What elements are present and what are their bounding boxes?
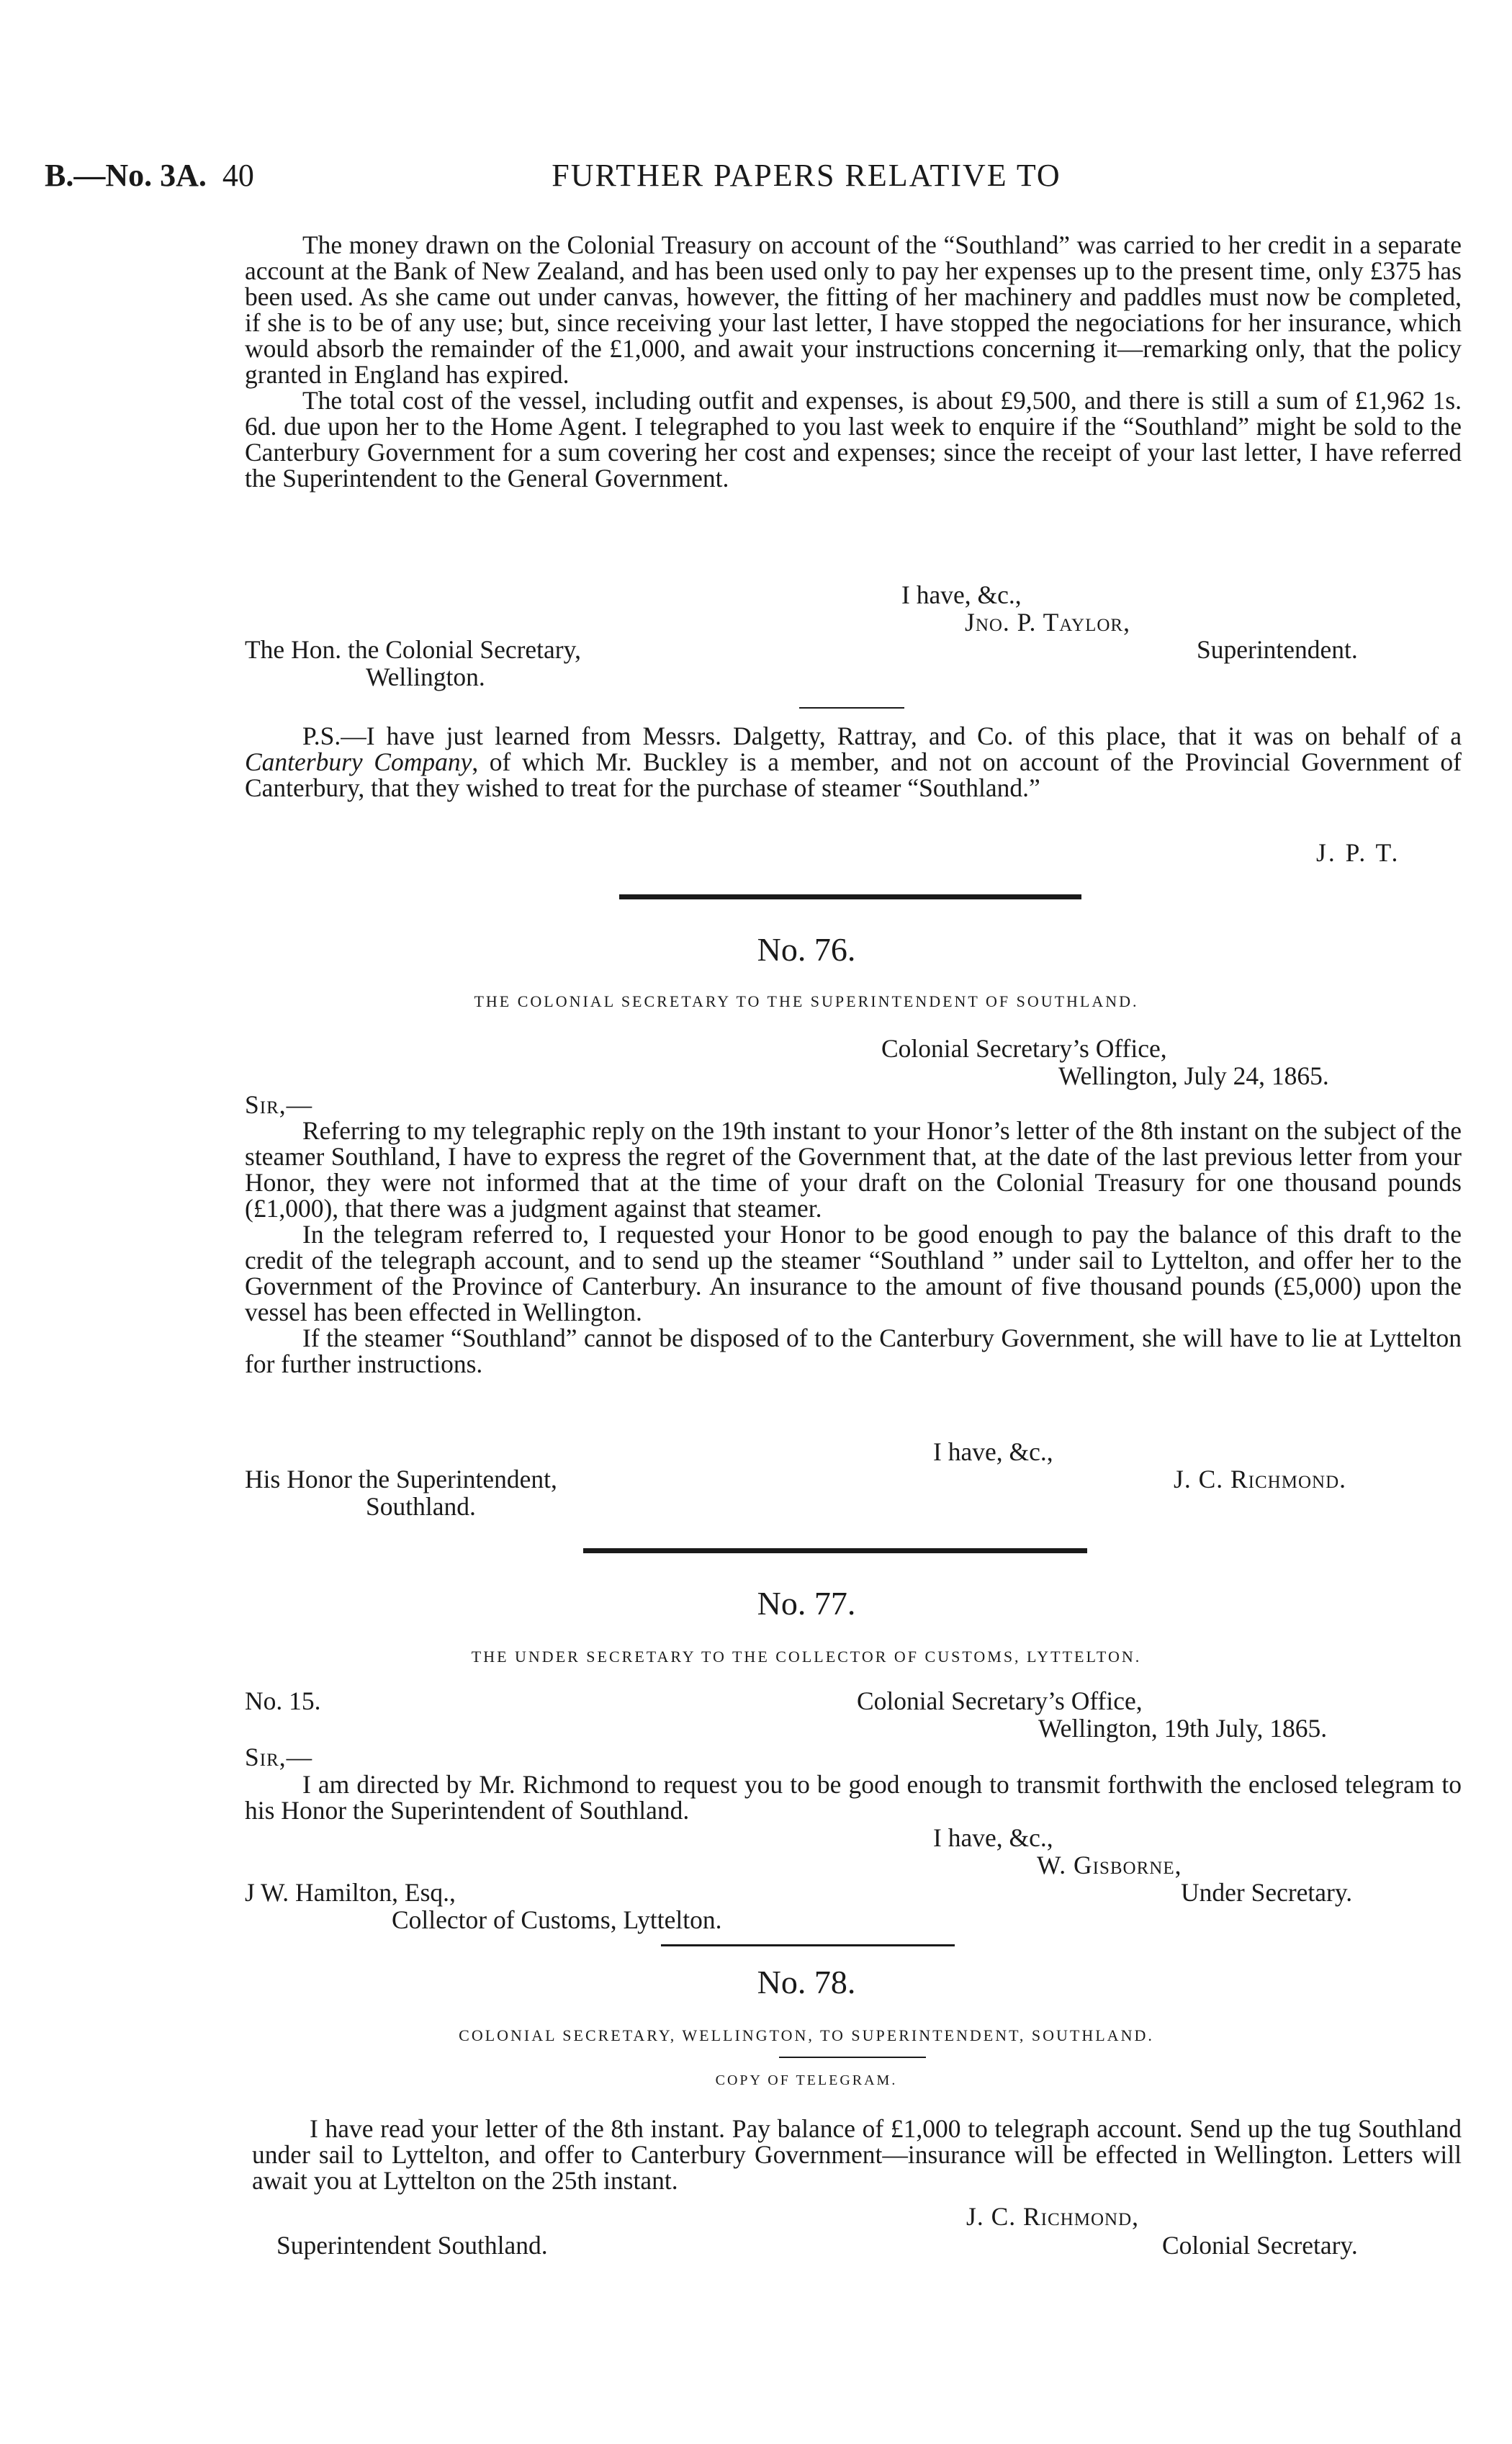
closing: I have, &c.,	[933, 1437, 1053, 1466]
signature-title: Superintendent.	[1197, 635, 1358, 664]
closing: I have, &c.,	[901, 580, 1022, 609]
section-divider	[583, 1548, 1087, 1553]
place-date: Wellington, July 24, 1865.	[1058, 1061, 1329, 1090]
running-title: FURTHER PAPERS RELATIVE TO	[552, 158, 1061, 193]
section-caption: COLONIAL SECRETARY, WELLINGTON, TO SUPERINTENDENT, SOUTHLAND.	[459, 2026, 1154, 2044]
signature: W. Gisborne,	[1037, 1851, 1182, 1879]
addressee: J W. Hamilton, Esq.,	[245, 1878, 456, 1907]
sub-caption: COPY OF TELEGRAM.	[715, 2072, 898, 2088]
signature: J. C. Richmond,	[966, 2202, 1139, 2231]
reference-number: No. 15.	[245, 1686, 321, 1715]
paragraph: Referring to my telegraphic reply on the 19th instant to your Honor’s letter of the 8th instant on the subject of the steamer Southland, I have to express the regret of the Government that, at the date of the last previous letter from your Honor, they were not informed that at the time of your draft on the Colonial Treasury for one thousand pounds (£1,000), that there was a judgment against that steamer.	[245, 1116, 1462, 1223]
postscript-emphasis: Canterbury Company	[245, 747, 472, 776]
addressee-place: Southland.	[366, 1492, 476, 1521]
section-caption: THE UNDER SECRETARY TO THE COLLECTOR OF CUSTOMS, LYTTELTON.	[471, 1648, 1142, 1666]
signature: J. C. Richmond.	[1174, 1465, 1346, 1493]
divider	[799, 707, 904, 709]
letter-continuation	[245, 232, 1462, 491]
postscript-text: , of which Mr. Buckley is a member, and not on account of the Provincial Government of Canterbury, that they wished to treat for the purchase of steamer “Southland.”	[245, 747, 1462, 802]
addressee: The Hon. the Colonial Secretary,	[245, 635, 581, 664]
section-divider	[661, 1944, 955, 1946]
paragraph: The money drawn on the Colonial Treasury on account of the “Southland” was carried to her credit in a separate account at the Bank of New Zealand, and has been used only to pay her expenses up to the present time, only £375 has been used. As she came out under canvas, however, the fitting of her machinery and paddles must now be completed, if she is to be of any use; but, since receiving your last letter, I have stopped the negociations for her insurance, which would absorb the remainder of the £1,000, and await your instructions concerning it—remarking only, that the policy granted in England has expired.	[245, 230, 1462, 389]
office: Colonial Secretary’s Office,	[857, 1686, 1143, 1715]
salutation: Sir,—	[245, 1090, 313, 1119]
letter-body	[245, 1771, 1462, 1823]
section-divider	[619, 894, 1081, 899]
addressee: His Honor the Superintendent,	[245, 1465, 557, 1493]
paragraph: I have read your letter of the 8th instant. Pay balance of £1,000 to telegraph account. Send up the tug Southland under sail to Lyttelton, and offer to Canterbury Government—insurance will be effected in Wellington. Letters will await you at Lyttelton on the 25th instant.	[252, 2114, 1462, 2195]
signature-title: Under Secretary.	[1181, 1878, 1353, 1907]
document-ref-label: B.—No. 3A.	[45, 158, 207, 193]
paragraph: In the telegram referred to, I requested your Honor to be good enough to pay the balance of this draft to the credit of the telegraph account, and to send up the steamer “Southland ” under sail to Lyttelton, and offer her to the Government of the Province of Canterbury. An insurance to the amount of five thousand pounds (£5,000) upon the vessel has been effected in Wellington.	[245, 1220, 1462, 1326]
closing: I have, &c.,	[933, 1823, 1053, 1852]
addressee-place: Collector of Customs, Lyttelton.	[392, 1905, 722, 1934]
addressee-place: Wellington.	[366, 662, 485, 691]
salutation: Sir,—	[245, 1743, 313, 1771]
signature-title: Colonial Secretary.	[1162, 2231, 1358, 2260]
section-number: No. 76.	[757, 931, 856, 968]
section-number: No. 77.	[757, 1585, 856, 1622]
telegram-body	[252, 2116, 1462, 2193]
postscript-initials: J. P. T.	[1316, 838, 1400, 867]
postscript	[245, 723, 1462, 801]
place-date: Wellington, 19th July, 1865.	[1038, 1714, 1328, 1743]
page-number: 40	[222, 158, 254, 193]
section-number: No. 78.	[757, 1964, 856, 2000]
addressee: Superintendent Southland.	[276, 2231, 548, 2260]
signature: Jno. P. Taylor,	[965, 608, 1130, 637]
postscript-text: P.S.—I have just learned from Messrs. Dalgetty, Rattray, and Co. of this place, that it was on behalf of a	[302, 722, 1462, 750]
paragraph: The total cost of the vessel, including outfit and expenses, is about £9,500, and there is still a sum of £1,962 1s. 6d. due upon her to the Home Agent. I telegraphed to you last week to enquire if the “Southland” might be sold to the Canterbury Government for a sum covering her cost and expenses; since the receipt of your last letter, I have referred the Superintendent to the General Government.	[245, 386, 1462, 493]
paragraph: If the steamer “Southland” cannot be disposed of to the Canterbury Government, she will have to lie at Lyttelton for further instructions.	[245, 1324, 1462, 1378]
office: Colonial Secretary’s Office,	[881, 1034, 1167, 1063]
section-caption: THE COLONIAL SECRETARY TO THE SUPERINTENDENT OF SOUTHLAND.	[474, 992, 1139, 1010]
divider	[779, 2057, 926, 2058]
letter-body	[245, 1118, 1462, 1377]
paragraph: I am directed by Mr. Richmond to request you to be good enough to transmit forthwith the enclosed telegram to his Honor the Superintendent of Southland.	[245, 1770, 1462, 1825]
